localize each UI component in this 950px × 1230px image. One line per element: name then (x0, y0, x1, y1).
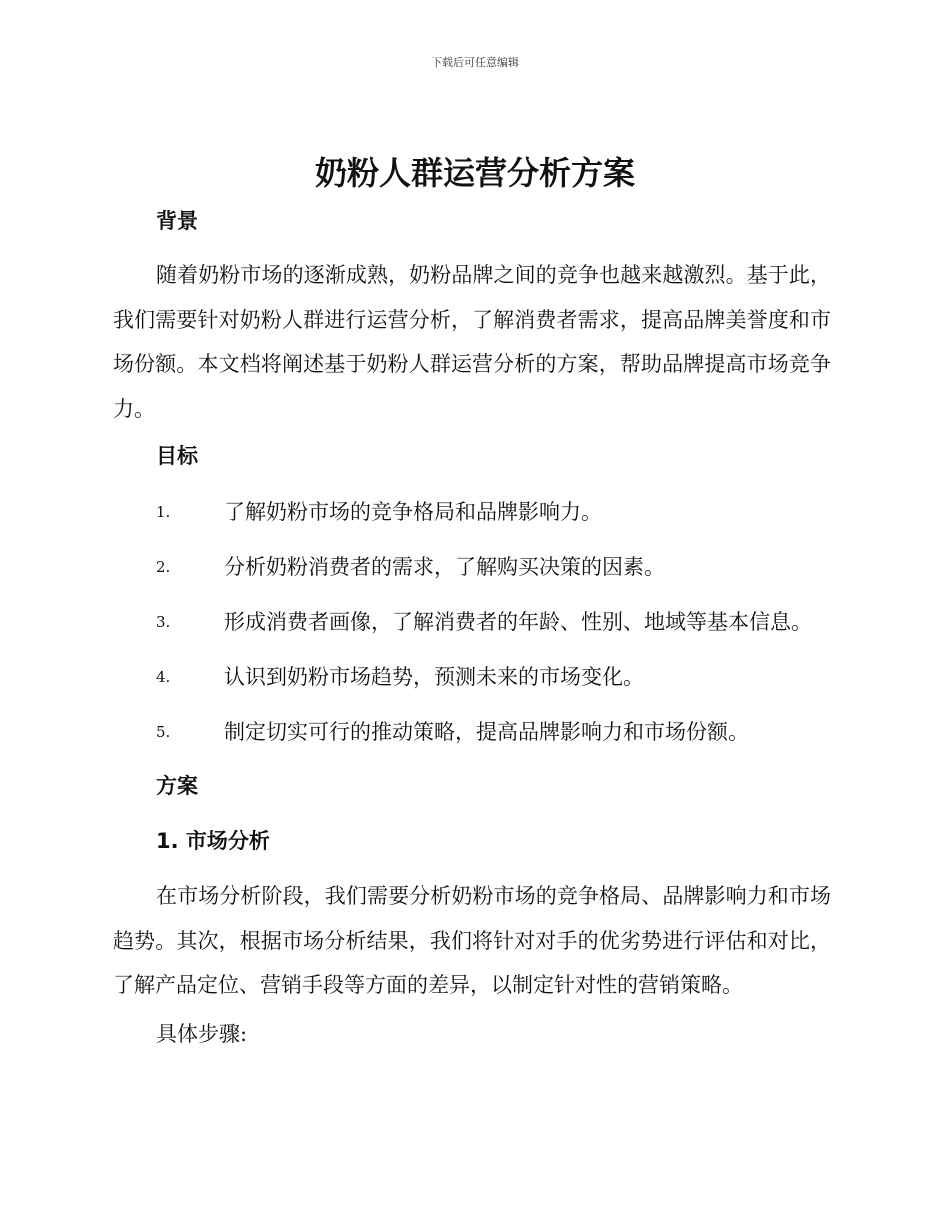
list-item-text: 认识到奶粉市场趋势，预测未来的市场变化。 (224, 665, 644, 689)
list-item (0, 496, 950, 528)
list-item (0, 661, 950, 693)
document-title: 奶粉人群运营分析方案 (314, 154, 635, 192)
goals-heading: 目标 (156, 444, 198, 468)
list-item-number: 3. (156, 613, 171, 631)
steps-label: 具体步骤: (156, 1022, 248, 1046)
list-item-text: 制定切实可行的推动策略，提高品牌影响力和市场份额。 (224, 720, 749, 744)
list-item-number: 1. (156, 503, 171, 521)
list-item-text: 分析奶粉消费者的需求，了解购买决策的因素。 (224, 555, 665, 579)
list-item-number: 4. (156, 668, 171, 686)
list-item-text: 了解奶粉市场的竞争格局和品牌影响力。 (224, 500, 602, 524)
list-item-text: 形成消费者画像，了解消费者的年龄、性别、地域等基本信息。 (224, 610, 812, 634)
list-item (0, 551, 950, 583)
list-item (0, 716, 950, 748)
background-paragraph: 随着奶粉市场的逐渐成熟，奶粉品牌之间的竞争也越来越激烈。基于此，我们需要针对奶粉人群进行运营分析，了解消费者需求，提高品牌美誉度和市场份额。本文档将阐述基于奶粉人群运营分析的方案，帮助品牌提高市场竞争力。 (113, 263, 831, 421)
list-item-number: 2. (156, 558, 171, 576)
market-analysis-heading: 1. 市场分析 (156, 829, 270, 853)
list-item-number: 5. (156, 723, 171, 741)
background-heading: 背景 (156, 209, 198, 233)
plan-heading: 方案 (156, 774, 198, 798)
page-header: 下载后可任意编辑 (431, 56, 519, 69)
market-analysis-paragraph: 在市场分析阶段，我们需要分析奶粉市场的竞争格局、品牌影响力和市场趋势。其次，根据市场分析结果，我们将针对对手的优劣势进行评估和对比，了解产品定位、营销手段等方面的差异，以制定针对性的营销策略。 (113, 884, 831, 997)
list-item (0, 606, 950, 638)
